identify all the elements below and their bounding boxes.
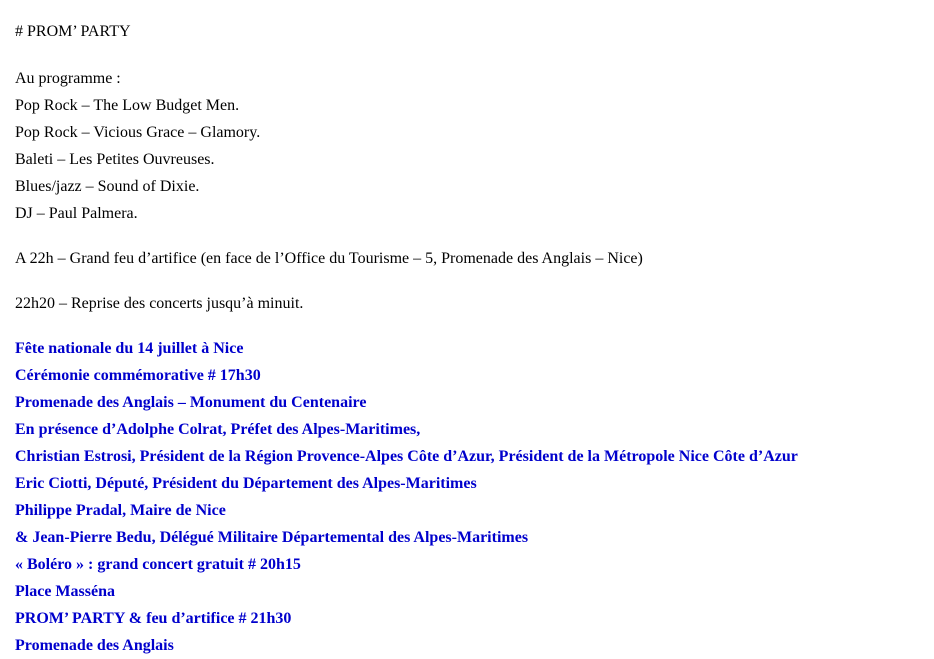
highlight-line: En présence d’Adolphe Colrat, Préfet des Alpes-Maritimes, — [15, 421, 421, 438]
highlight-line: Promenade des Anglais — [15, 637, 174, 654]
highlight-line: PROM’ PARTY & feu d’artifice # 21h30 — [15, 610, 292, 627]
highlight-line: Place Masséna — [15, 583, 115, 600]
highlight-line: Cérémonie commémorative # 17h30 — [15, 367, 261, 384]
programme-item: Pop Rock – Vicious Grace – Glamory. — [15, 124, 261, 141]
highlight-line: Eric Ciotti, Député, Président du Département des Alpes-Maritimes — [15, 475, 477, 492]
programme-item: Pop Rock – The Low Budget Men. — [15, 97, 240, 114]
programme-item: DJ – Paul Palmera. — [15, 205, 138, 222]
resume-paragraph: 22h20 – Reprise des concerts jusqu’à minuit. — [15, 295, 304, 312]
section-heading: # PROM’ PARTY — [15, 23, 131, 40]
programme-block — [15, 65, 934, 227]
fireworks-paragraph: A 22h – Grand feu d’artifice (en face de l’Office du Tourisme – 5, Promenade des Anglais – Nice) — [15, 250, 643, 267]
highlight-line: & Jean-Pierre Bedu, Délégué Militaire Départemental des Alpes-Maritimes — [15, 529, 529, 546]
highlight-block — [15, 335, 934, 659]
highlight-line: « Boléro » : grand concert gratuit # 20h15 — [15, 556, 301, 573]
programme-intro: Au programme : — [15, 70, 121, 87]
highlight-line: Fête nationale du 14 juillet à Nice — [15, 340, 244, 357]
highlight-line: Philippe Pradal, Maire de Nice — [15, 502, 226, 519]
programme-item: Blues/jazz – Sound of Dixie. — [15, 178, 200, 195]
programme-item: Baleti – Les Petites Ouvreuses. — [15, 151, 215, 168]
highlight-line: Promenade des Anglais – Monument du Centenaire — [15, 394, 367, 411]
highlight-line: Christian Estrosi, Président de la Région Provence-Alpes Côte d’Azur, Président de la Métropole Nice Côte d’Azur — [15, 448, 798, 465]
